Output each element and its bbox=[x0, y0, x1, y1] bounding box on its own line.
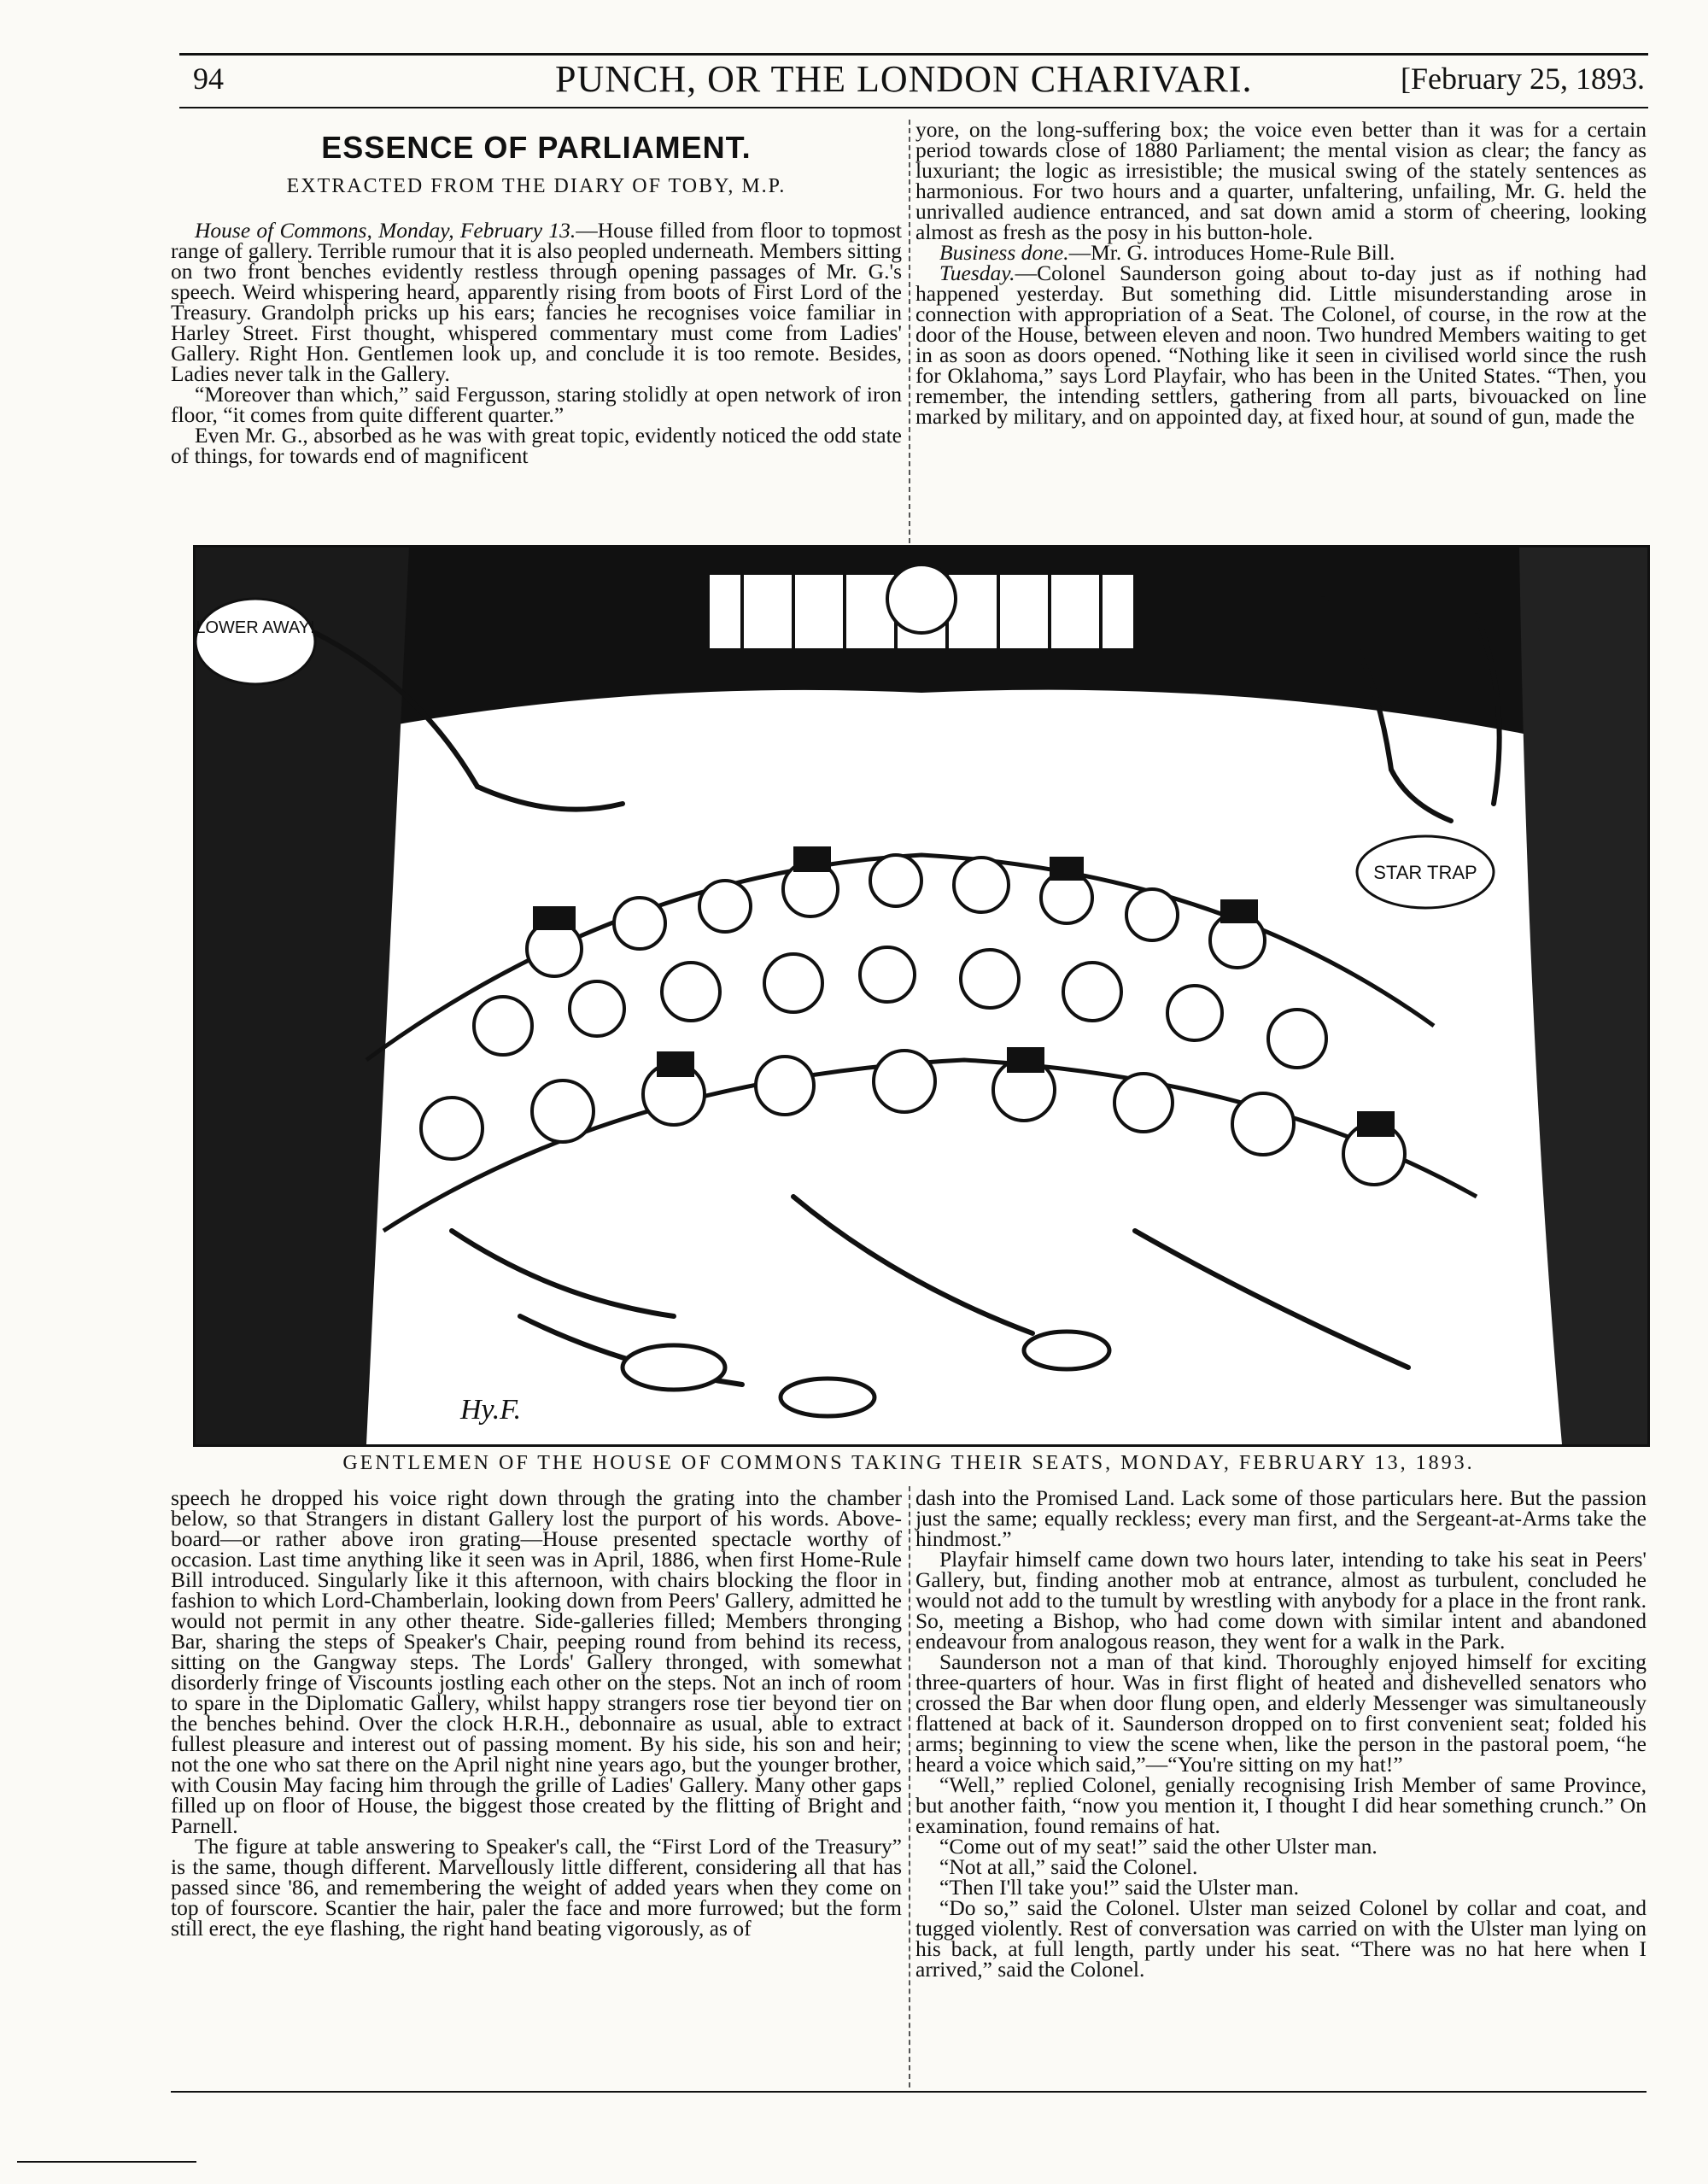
paragraph: “Do so,” said the Colonel. Ulster man seized Colonel by collar and coat, and tugged violently. Rest of conversation was carried on with the Ulster man lying on his back, at full length, partly under his seat. “There was no hat here when I arrived,” said the Colonel. bbox=[915, 1895, 1647, 1982]
column-left-bottom bbox=[171, 1485, 902, 1941]
speech-bubble: LOWER AWAY! bbox=[196, 618, 315, 637]
paragraph: “Come out of my seat!” said the other Ulster man. bbox=[939, 1834, 1378, 1859]
masthead: PUNCH, OR THE LONDON CHARIVARI. bbox=[555, 58, 1253, 100]
trap-sign: STAR TRAP bbox=[1373, 862, 1477, 883]
column-right-bottom bbox=[915, 1485, 1647, 1982]
paragraph: “Then I'll take you!” said the Ulster man. bbox=[939, 1875, 1299, 1900]
paragraph: dash into the Promised Land. Lack some of those particulars here. But the passion just the same; equally reckless; every man first, and the Sergeant-at-Arms take the hindmost.” bbox=[915, 1485, 1647, 1551]
column-left-top bbox=[171, 220, 902, 466]
paragraph: speech he dropped his voice right down through the grating into the chamber below, so that Strangers in distant Gallery lost the purport of his words. Above-board—or rather above iron grating—House presented spectacle worthy of occasion. Last time anything like it seen was in April, 1886, when first Home-Rule Bill introduced. Singularly like it this afternoon, with chairs blocking the floor in fashion to which Lord-Chamberlain, looking down from Peers' Gallery, admitted he would not permit in any other theatre. Side-galleries filled; Members thronging Bar, sharing the steps of Speaker's Chair, peeping round from behind its recess, sitting on the Gangway steps. The Lords' Gallery thronged, with somewhat disorderly fringe of Viscounts jostling each other on the steps. Not an inch of room to spare in the Diplomatic Gallery, whilst happy strangers rose tier beyond tier on the benches behind. Over the clock H.R.H., debonnaire as usual, able to extract fullest pleasure and interest out of passing moment. By his side, his son and heir; not the one who sat there on the April night nine years ago, but the younger brother, with Cousin May facing him through the grille of Ladies' Gallery. Many other gaps filled up on floor of House, the biggest those created by the flitting of Bright and Parnell. bbox=[171, 1485, 902, 1838]
paragraph: Even Mr. G., absorbed as he was with great topic, evidently noticed the odd state of things, for towards end of magnificent bbox=[171, 423, 902, 468]
page-header bbox=[179, 53, 1648, 108]
column-divider bbox=[909, 120, 910, 543]
bottom-rule bbox=[171, 2091, 1647, 2093]
article-title: ESSENCE OF PARLIAMENT. bbox=[321, 130, 752, 165]
paragraph-text: —Mr. G. introduces Home-Rule Bill. bbox=[1068, 240, 1395, 265]
paragraph: Playfair himself came down two hours later, intending to take his seat in Peers' Gallery, but, finding another mob at entrance, almost as turbulent, concluded he would not add to the tumult by wrestling with anybody for a place in the front rank. So, meeting a Bishop, who had come down with similar intent and abandoned endeavour from analogous reason, they went for a walk in the Park. bbox=[915, 1547, 1647, 1654]
column-divider bbox=[909, 1486, 910, 2087]
cartoon-illustration bbox=[193, 545, 1650, 1447]
paragraph: “Well,” replied Colonel, genially recognising Irish Member of same Province, but another faith, “now you mention it, I thought I did hear something crunch.” On examination, found remains of hat. bbox=[915, 1772, 1647, 1838]
dateline: House of Commons, Monday, February 13. bbox=[195, 218, 576, 243]
column-right-top bbox=[915, 117, 1647, 429]
artist-signature: Hy.F. bbox=[460, 1394, 522, 1426]
article-subtitle: EXTRACTED FROM THE DIARY OF TOBY, M.P. bbox=[286, 175, 787, 197]
paragraph-text: —House filled from floor to topmost range of gallery. Terrible rumour that it is also peopled underneath. Members sitting on two front benches evidently restless through opening passages of Mr. G.'s speech. Weird whispering heard, apparently rising from boots of First Lord of the Treasury. Grandolph pricks up his ears; fancies he recognises voice familiar in Harley Street. First thought, whispered commentary must come from Ladies' Gallery. Right Hon. Gentlemen look up, and conclude it is too remote. Besides, Ladies never talk in the Gallery. bbox=[171, 218, 902, 386]
paragraph: Saunderson not a man of that kind. Thoroughly enjoyed himself for exciting three-quarters of hour. Was in first flight of heated and dishevelled senators who crossed the Bar when door flung open, and elderly Messenger was simultaneously flattened at back of it. Saunderson dropped on to first convenient seat; folded his arms; beginning to view the scene when, like the person in the pastoral poem, “he heard a voice which said,”—“You're sitting on my hat!” bbox=[915, 1649, 1647, 1777]
paragraph: The figure at table answering to Speaker's call, the “First Lord of the Treasury” is the same, though different. Marvellously little different, considering all that has passed since '86, and remembering the weight of added years when they come on top of fourscore. Scantier the hair, paler the face and more furrowed; but the form still erect, the eye flashing, the right hand beating vigorously, as of bbox=[171, 1834, 902, 1941]
paragraph: “Moreover than which,” said Fergusson, staring stolidly at open network of iron floor, “it comes from quite different quarter.” bbox=[171, 382, 902, 427]
paragraph: yore, on the long-suffering box; the voice even better than it was for a certain period towards close of 1880 Parliament; the mental vision as clear; the fancy as luxuriant; the logic as irresistible; the musical swing of the stately sentences as harmonious. For two hours and a quarter, unfaltering, unfailing, Mr. G. held the unrivalled audience entranced, and sat down amid a storm of cheering, looking almost as fresh as the posy in his button-hole. bbox=[915, 117, 1647, 244]
cartoon-caption: GENTLEMEN OF THE HOUSE OF COMMONS TAKING THEIR SEATS, MONDAY, FEBRUARY 13, 1893. bbox=[342, 1452, 1475, 1474]
section-lead: Business done. bbox=[939, 240, 1069, 265]
paragraph bbox=[915, 263, 1647, 427]
paragraph bbox=[171, 220, 902, 384]
section-lead: Tuesday. bbox=[939, 261, 1015, 285]
paragraph: “Not at all,” said the Colonel. bbox=[939, 1854, 1198, 1879]
footer-rule bbox=[17, 2161, 196, 2163]
cartoon-drawing bbox=[196, 547, 1647, 1444]
issue-date: [February 25, 1893. bbox=[1401, 61, 1645, 96]
page-number: 94 bbox=[193, 61, 224, 96]
paragraph-text: —Colonel Saunderson going about to-day just as if nothing had happened yesterday. But something did. Little misunderstanding arose in connection with appropriation of a Seat. The Colonel, of course, in the row at the door of the House, between eleven and noon. Two hundred Members waiting to get in as soon as doors opened. “Nothing like it seen in civilised world since the rush for Oklahoma,” says Lord Playfair, who has been in the United States. “Then, you remember, the intending settlers, gathering from all parts, bivouacked on line marked by military, and on appointed day, at fixed hour, at sound of gun, made the bbox=[915, 261, 1647, 429]
